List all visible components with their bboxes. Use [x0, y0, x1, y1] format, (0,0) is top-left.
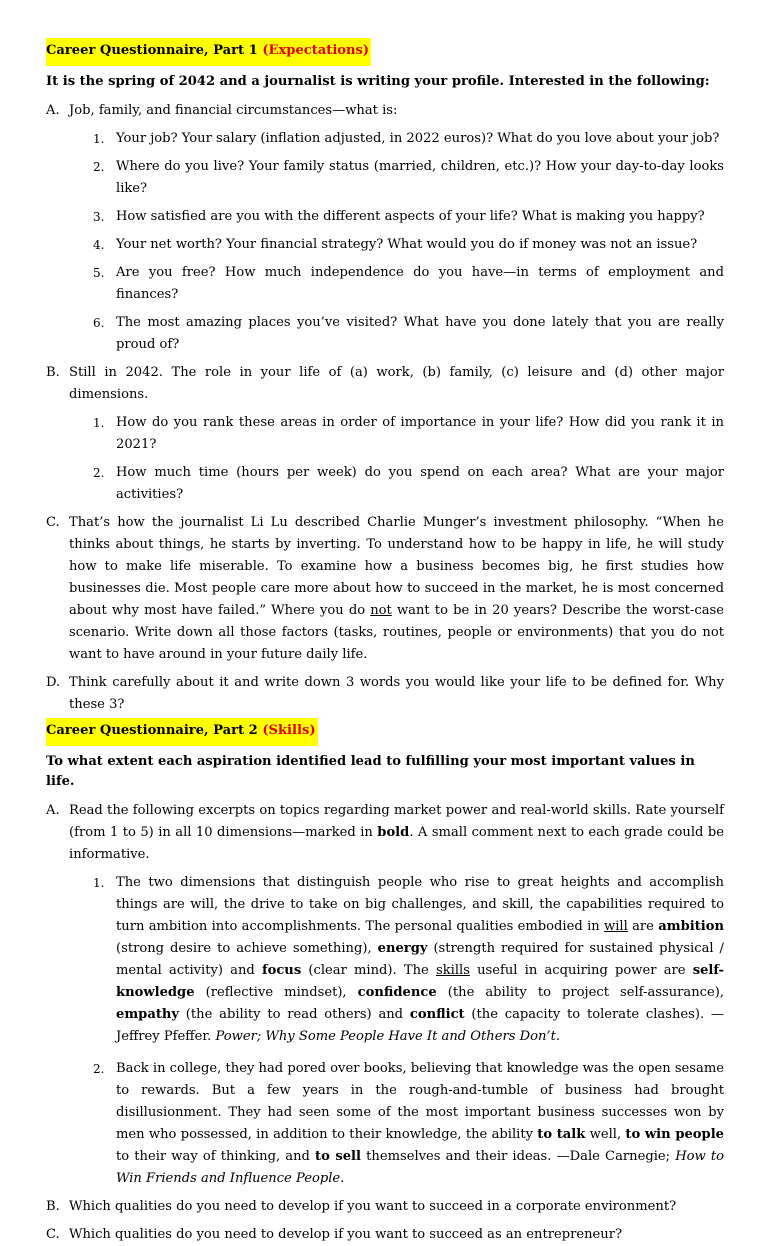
underlined-word: will	[604, 919, 628, 934]
bold-word: bold	[377, 825, 410, 840]
dimension-talk: to talk	[537, 1127, 586, 1142]
part1-section-a	[46, 100, 724, 356]
book-title: Power; Why Some People Have It and Others Don’t.	[215, 1029, 561, 1044]
item-number: 1.	[93, 876, 105, 890]
item-number: 3.	[93, 210, 105, 224]
underlined-word: skills	[435, 963, 470, 978]
section-letter: B.	[46, 365, 60, 380]
text-run: (strength required for sustained physical / mental activity) and	[116, 941, 724, 978]
dimension-ambition: ambition	[658, 919, 725, 934]
section-letter: B.	[46, 1199, 60, 1214]
text-run: Read the following excerpts on topics regarding market power and real-world skills. Rate yourself (from 1 to 5) in all 10 dimensions—marked in	[69, 803, 724, 840]
text-run: are	[627, 919, 659, 934]
part1-section-d	[46, 672, 724, 716]
item-text: Where do you live? Your family status (married, children, etc.)? How your day-to-day looks like?	[116, 159, 724, 196]
part1-subtitle: It is the spring of 2042 and a journalist is writing your profile. Interested in the following:	[46, 74, 710, 89]
text-run: useful in acquiring power are	[469, 963, 693, 978]
text-run: themselves and their ideas. —Dale Carnegie;	[361, 1149, 676, 1164]
part2-title-suffix: (Skills)	[262, 723, 316, 738]
text-run: (the ability to project self-assurance),	[436, 985, 724, 1000]
part1-section-c	[46, 512, 724, 666]
item-text: How satisfied are you with the different aspects of your life? What is making you happy?	[116, 209, 705, 224]
section-text: Still in 2042. The role in your life of (a) work, (b) family, (c) leisure and (d) other major dimensions.	[69, 365, 724, 402]
dimension-empathy: empathy	[116, 1007, 180, 1022]
text-run: . A small comment next to each grade could be informative.	[69, 825, 724, 862]
text-run: .	[340, 1171, 345, 1186]
section-text: Which qualities do you need to develop if you want to succeed in a corporate environment?	[69, 1199, 677, 1214]
part2-subtitle: To what extent each aspiration identified lead to fulfilling your most important values in life.	[46, 754, 695, 789]
list-item	[93, 462, 724, 506]
item-number: 5.	[93, 266, 105, 280]
part2-title-highlight	[46, 718, 318, 746]
dimension-sell: to sell	[315, 1149, 361, 1164]
text-run: to their way of thinking, and	[116, 1149, 316, 1164]
text-run: want to be in 20 years? Describe the worst-case scenario. Write down all those factors (tasks, routines, people or environments) that you do not want to have around in your future daily life.	[69, 603, 724, 662]
dimension-win-people: to win people	[625, 1127, 724, 1142]
item-number: 1.	[93, 132, 105, 146]
list-item	[93, 872, 724, 1048]
list-item	[93, 156, 724, 200]
item-number: 1.	[93, 416, 105, 430]
list-item	[93, 1058, 724, 1190]
section-letter: C.	[46, 1227, 60, 1242]
item-text: Your net worth? Your financial strategy? What would you do if money was not an issue?	[116, 237, 698, 252]
section-text	[69, 515, 724, 662]
text-run: (the capacity to tolerate clashes). —Jeffrey Pfeffer.	[116, 1007, 724, 1044]
list-item	[93, 412, 724, 456]
part1-title-highlight	[46, 38, 371, 66]
book-title: How to Win Friends and Influence People	[116, 1149, 724, 1186]
item-text: Your job? Your salary (inflation adjusted, in 2022 euros)? What do you love about your job?	[116, 131, 720, 146]
part2-section-b	[46, 1196, 724, 1218]
section-letter: A.	[46, 803, 60, 818]
underlined-word: not	[370, 603, 392, 618]
item-text: How do you rank these areas in order of importance in your life? How did you rank it in 2021?	[116, 415, 724, 452]
list-item	[93, 312, 724, 356]
section-letter: C.	[46, 515, 60, 530]
part1-title: Career Questionnaire, Part 1	[46, 43, 258, 58]
text-run: That’s how the journalist Li Lu described Charlie Munger’s investment philosophy. “When he thinks about things, he starts by inverting. To understand how to be happy in life, he will study how to make life miserable. To examine how a business becomes big, he first studies how businesses die. Most people care more about how to succeed in the market, he is most concerned about why most have failed.” Where you do	[69, 515, 724, 618]
item-number: 6.	[93, 316, 105, 330]
item-number: 4.	[93, 238, 105, 252]
part2-section-c	[46, 1224, 724, 1246]
section-letter: A.	[46, 103, 60, 118]
text-run: (strong desire to achieve something),	[116, 941, 378, 956]
part1-heading	[46, 38, 724, 66]
text-run: The two dimensions that distinguish people who rise to great heights and accomplish things are will, the drive to take on big challenges, and skill, the capabilities required to turn ambition into accomplishments. The personal qualities embodied in	[116, 875, 724, 934]
dimension-confidence: confidence	[357, 985, 437, 1000]
list-item	[93, 206, 724, 228]
text-run: (the ability to read others) and	[179, 1007, 410, 1022]
part2-title: Career Questionnaire, Part 2	[46, 723, 258, 738]
text-run: Back in college, they had pored over books, believing that knowledge was the open sesame to rewards. But a few years in the rough-and-tumble of business had brought disillusionment. They had seen some of the most important business successes won by men who possessed, in addition to their knowledge, the ability	[116, 1061, 724, 1142]
item-number: 2.	[93, 1062, 105, 1076]
section-text	[69, 803, 724, 862]
list-item	[93, 234, 724, 256]
part2-section-a	[46, 800, 724, 1190]
dimension-energy: energy	[377, 941, 428, 956]
section-text: Think carefully about it and write down 3 words you would like your life to be defined for. Why these 3?	[69, 675, 724, 712]
dimension-focus: focus	[261, 963, 302, 978]
list-item	[93, 128, 724, 150]
dimension-self-knowledge: self-knowledge	[116, 963, 724, 1000]
item-number: 2.	[93, 466, 105, 480]
part2-heading	[46, 718, 724, 746]
text-run: well,	[585, 1127, 626, 1142]
item-text	[116, 1061, 724, 1186]
list-item	[93, 262, 724, 306]
item-number: 2.	[93, 160, 105, 174]
part1-title-suffix: (Expectations)	[262, 43, 370, 58]
part1-section-b	[46, 362, 724, 506]
item-text: How much time (hours per week) do you spend on each area? What are your major activities?	[116, 465, 724, 502]
text-run: (reflective mindset),	[194, 985, 358, 1000]
text-run: (clear mind). The	[301, 963, 436, 978]
item-text	[116, 875, 724, 1044]
section-text: Which qualities do you need to develop if you want to succeed as an entrepreneur?	[69, 1227, 622, 1242]
section-letter: D.	[46, 675, 61, 690]
section-text: Job, family, and financial circumstances—what is:	[69, 103, 398, 118]
item-text: Are you free? How much independence do you have—in terms of employment and finances?	[116, 265, 724, 302]
dimension-conflict: conflict	[409, 1007, 465, 1022]
item-text: The most amazing places you’ve visited? What have you done lately that you are really proud of?	[116, 315, 724, 352]
